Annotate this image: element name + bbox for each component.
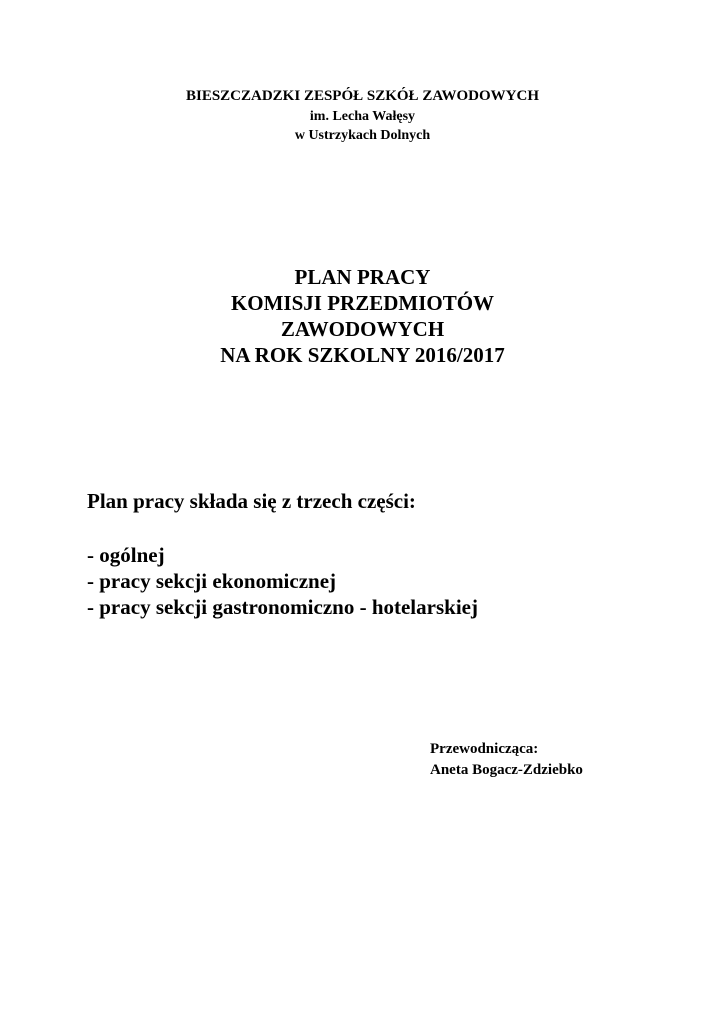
title-line-1: PLAN PRACY xyxy=(294,265,431,289)
title-line-3: ZAWODOWYCH xyxy=(280,317,445,341)
school-name: BIESZCZADZKI ZESPÓŁ SZKÓŁ ZAWODOWYCH xyxy=(185,88,539,104)
school-location: w Ustrzykach Dolnych xyxy=(294,128,431,143)
signature-block xyxy=(430,739,583,781)
title-line-4: NA ROK SZKOLNY 2016/2017 xyxy=(220,343,505,367)
school-patron: im. Lecha Wałęsy xyxy=(309,109,416,124)
document-title xyxy=(0,264,725,368)
title-line-2: KOMISJI PRZEDMIOTÓW xyxy=(230,291,495,315)
school-header xyxy=(0,86,725,145)
list-item: - ogólnej xyxy=(87,543,165,567)
signature-role: Przewodnicząca: xyxy=(430,741,539,757)
list-item: - pracy sekcji gastronomiczno - hotelarskiej xyxy=(87,595,478,619)
signature-name: Aneta Bogacz-Zdziebko xyxy=(430,762,583,778)
intro-text: Plan pracy składa się z trzech części: xyxy=(87,489,416,513)
list-item: - pracy sekcji ekonomicznej xyxy=(87,569,337,593)
parts-list xyxy=(87,542,478,620)
